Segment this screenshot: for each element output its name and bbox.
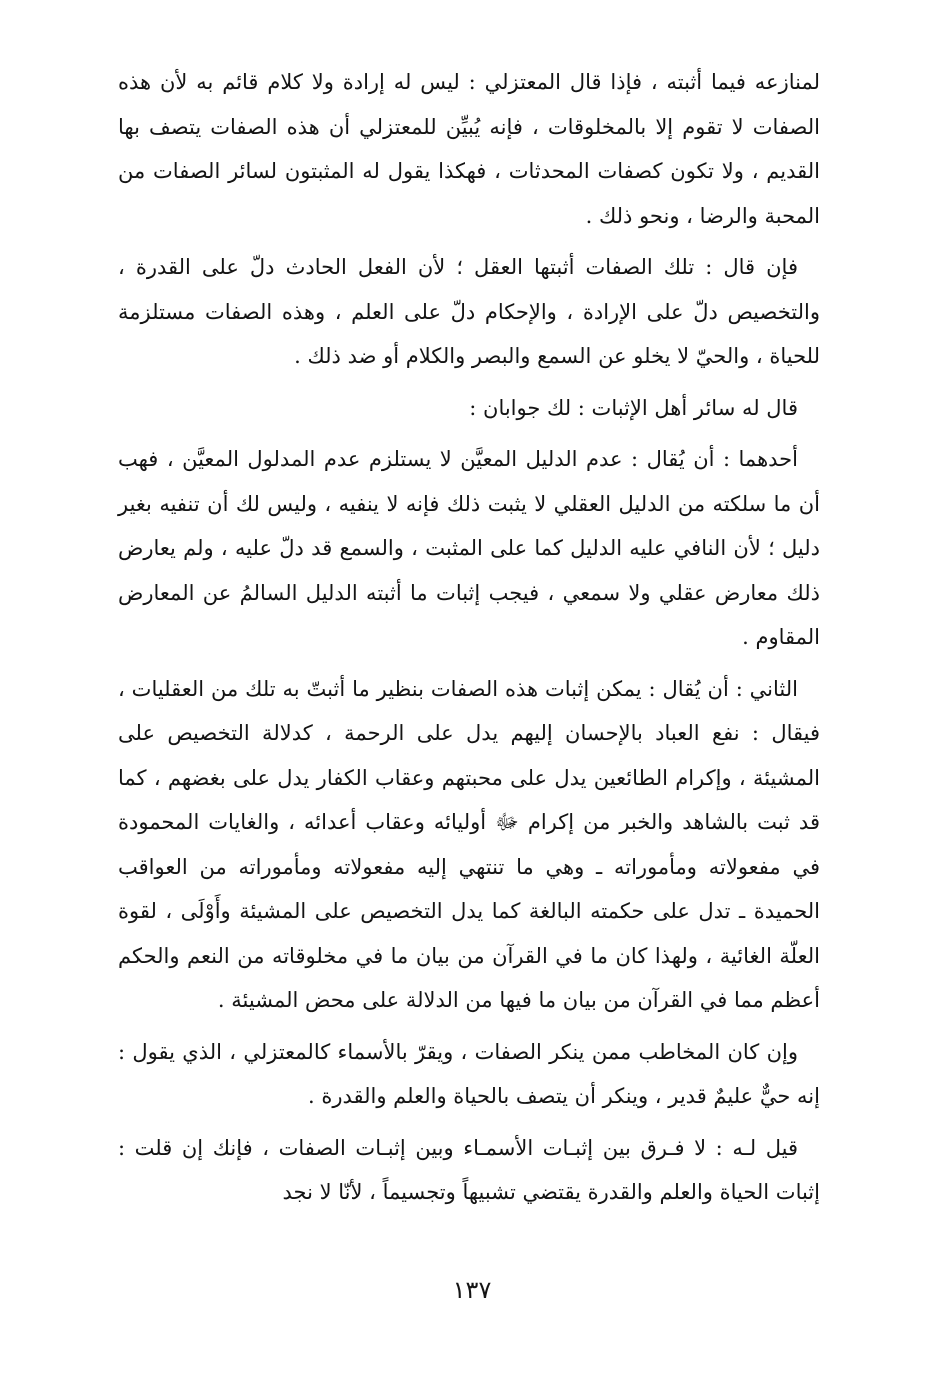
paragraph-3: قال له سائر أهل الإثبات : لك جوابان : [469, 395, 798, 420]
paragraph-6: وإن كان المخاطب ممن ينكر الصفات ، ويقرّ بالأسماء كالمعتزلي ، الذي يقول : إنه حيٌّ عليمٌ قدير ، وينكر أن يتصف بالحياة والعلم والقدرة . [118, 1039, 820, 1108]
paragraph-2: فإن قال : تلك الصفات أثبتها العقل ؛ لأن الفعل الحادث دلّ على القدرة ، والتخصيص دلّ على الإرادة ، والإحكام دلّ على العلم ، وهذه الصفات مستلزمة للحياة ، والحيّ لا يخلو عن السمع والبصر والكلام أو ضد ذلك . [118, 255, 820, 368]
paragraph-1: لمنازعه فيما أثبته ، فإذا قال المعتزلي : ليس له إرادة ولا كلام قائم به لأن هذه الصفات لا تقوم إلا بالمخلوقات ، فإنه يُبيِّن للمعتزلي أن هذه الصفات يتصف بها القديم ، ولا تكون كصفات المحدثات ، فهكذا يقول له المثبتون لسائر الصفات من المحبة والرضا ، ونحو ذلك . [118, 70, 820, 228]
page-body [118, 60, 820, 1222]
paragraph-7: قيل لـه : لا فـرق بين إثبـات الأسمـاء وبين إثبـات الصفات ، فإنك إن قلت : إثبات الحياة والعلم والقدرة يقتضي تشبيهاً وتجسيماً ، لأنّا لا نجد [118, 1135, 820, 1204]
page-number: ١٣٧ [452, 1276, 492, 1304]
paragraph-4: أحدهما : أن يُقال : عدم الدليل المعيَّن لا يستلزم عدم المدلول المعيَّن ، فهب أن ما سلكته من الدليل العقلي لا يثبت ذلك فإنه لا ينفيه ، وليس لك أن تنفيه بغير دليل ؛ لأن النافي عليه الدليل كما على المثبت ، والسمع قد دلّ عليه ، ولم يعارض ذلك معارض عقلي ولا سمعي ، فيجب إثبات ما أثبته الدليل السالمُ عن المعارض المقاوم . [118, 447, 820, 649]
paragraph-5: الثاني : أن يُقال : يمكن إثبات هذه الصفات بنظير ما أثبتّ به تلك من العقليات ، فيقال : نفع العباد بالإحسان إليهم يدل على الرحمة ، كدلالة التخصيص على المشيئة ، وإكرام الطائعين يدل على محبتهم وعقاب الكفار يدل على بغضهم ، كما قد ثبت بالشاهد والخبر من إكرام ﷻ أوليائه وعقاب أعدائه ، والغايات المحمودة في مفعولاته ومأموراته ـ وهي ما تنتهي إليه مفعولاته ومأموراته من العواقب الحميدة ـ تدل على حكمته البالغة كما يدل التخصيص على المشيئة وأَوْلَى ، لقوة العلّة الغائية ، ولهذا كان ما في القرآن من بيان ما في مخلوقاته من النعم والحكم أعظم مما في القرآن من بيان ما فيها من الدلالة على محض المشيئة . [118, 676, 821, 1012]
